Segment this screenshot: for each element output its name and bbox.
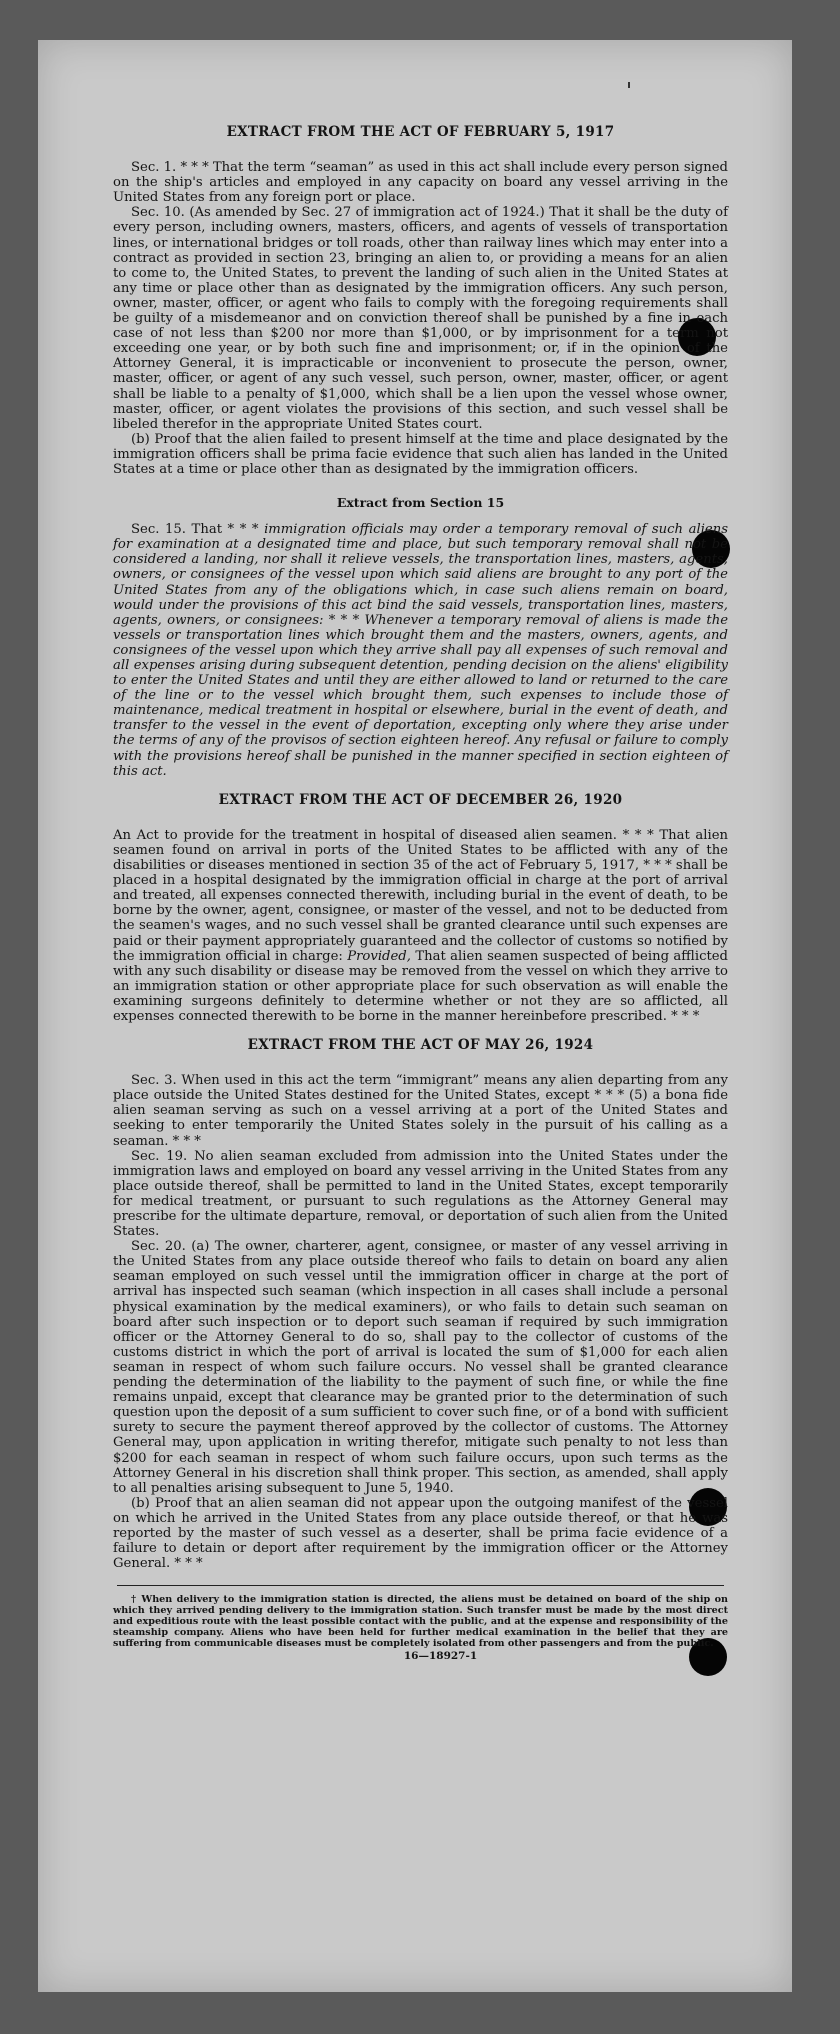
section-15 [113,522,728,779]
section-20-b: (b) Proof that an alien seaman did not appear upon the outgoing manifest of the vessel on which he arrived in the United States from any place outside thereof, or that he was reported by the master of such vessel as a deserter, shall be prima facie evidence of a failure to detain or deport after requirement by the immigration officer or the Attorney General. * * * [113,1495,728,1572]
act-1920-provided: Provided, [347,948,411,964]
footnote-divider [117,1585,724,1586]
section-10-b: (b) Proof that the alien failed to present himself at the time and place designated by the immigration officers shall be prima facie evidence that such alien has landed in the United States at a time or place other than as designated by the immigration officers. [113,431,728,477]
act-1920-text [113,828,728,1024]
section-19: Sec. 19. No alien seaman excluded from admission into the United States under the immigration laws and employed on board any vessel arriving in the United States from any place outside thereof, shall be permitted to land in the United States, except temporarily for medical treatment, or pursuant to such regulations as the Attorney General may prescribe for the ultimate departure, removal, or deportation of such alien from the United States. [113,1148,728,1240]
heading-act-1920: EXTRACT FROM THE ACT OF DECEMBER 26, 1920 [218,791,623,808]
act-1920-text-a: An Act to provide for the treatment in hospital of diseased alien seamen. * * * That alien seamen found on arrival in ports of the United States to be afflicted with any of the disabilities or diseases mentioned in section 35 of the act of February 5, 1917, * * * shall be placed in a hospital designated by the immigration official in charge at the port of arrival and treated, all expenses connected therewith, including burial in the event of death, to be borne by the owner, agent, consignee, or master of the vessel, and not to be deducted from the seamen's wages, and no such vessel shall be granted clearance until such expenses are paid or their payment appropriately guaranteed and the collector of customs so notified by the immigration official in charge: [113,827,728,964]
section-10: Sec. 10. (As amended by Sec. 27 of immigration act of 1924.) That it shall be the duty of every person, including owners, masters, officers, and agents of vessels of transportation lines, or international bridges or toll roads, other than railway lines which may enter into a contract as provided in section 23, bringing an alien to, or providing a means for an alien to come to, the United States, to prevent the landing of such alien in the United States at any time or place other than as designated by the immigration officers. Any such person, owner, master, officer, or agent who fails to comply with the foregoing requirements shall be guilty of a misdemeanor and on conviction thereof shall be punished by a fine in each case of not less than $200 nor more than $1,000, or by imprisonment for a term not exceeding one year, or by both such fine and imprisonment; or, if in the opinion of the Attorney General, it is impracticable or inconvenient to prosecute the person, owner, master, officer, or agent of any such vessel, such person, owner, master, officer, or agent shall be liable to a penalty of $1,000, which shall be a lien upon the vessel whose owner, master, officer, or agent violates the provisions of this section, and such vessel shall be libeled therefor in the appropriate United States court. [113,205,728,432]
section-15-lead: Sec. 15. That * * * [131,522,265,538]
heading-act-1924: EXTRACT FROM THE ACT OF MAY 26, 1924 [247,1037,594,1054]
section-15-text: immigration officials may order a temporary removal of such aliens for examination at a designated time and place, but such temporary removal shall not be considered a landing, nor shall it relieve vessels, the transportation lines, masters, agents, owners, or consignees of the vessel upon which said aliens are brought to any port of the United States from any of the obligations which, in case such aliens remain on board, would under the provisions of this act bind the said vessels, transportation lines, masters, agents, owners, or consignees: * * * Whenever a temporary removal of aliens is made the vessels or transportation lines which brought them and the masters, owners, agents, and consignees of the vessel upon which they arrive shall pay all expenses of such removal and all expenses arising during subsequent detention, pending decision on the aliens' eligibility to enter the United States and until they are either allowed to land or returned to the care of the line or to the vessel which brought them, such expenses to include those of maintenance, medical treatment in hospital or elsewhere, burial in the event of death, and transfer to the vessel in the event of deportation, excepting only where they arise under the terms of any of the provisos of section eighteen hereof. Any refusal or failure to comply with the provisions hereof shall be punished in the manner specified in section eighteen of this act. [113,522,728,779]
document-page [38,40,792,1992]
act-1920-text-b: That alien seamen suspected of being afflicted with any such disability or disease may be removed from the vessel on which they arrive to an immigration station or other appropriate place for such observation as will enable the examining surgeons definitely to determine whether or not they are so afflicted, all expenses connected therewith to be borne in the manner hereinbefore prescribed. * * * [113,948,729,1024]
section-1: Sec. 1. * * * That the term “seaman” as used in this act shall include every person signed on the ship's articles and employed in any capacity on board any vessel arriving in the United States from any foreign port or place. [113,160,728,206]
document-body [113,85,728,1664]
section-3: Sec. 3. When used in this act the term “immigrant” means any alien departing from any place outside the United States destined for the United States, except * * * (5) a bona fide alien seaman serving as such on a vessel arriving at a port of the United States and seeking to enter temporarily the United States solely in the pursuit of his calling as a seaman. * * * [113,1073,728,1149]
footnote: † When delivery to the immigration station is directed, the aliens must be detained on board of the ship on which they arrived pending delivery to the immigration station. Such transfer must be made by the most direct and expeditious route with the least possible contact with the public, and at the expense and responsibility of the steamship company. Aliens who have been held for further medical examination in the belief that they are suffering from communicable diseases must be completely isolated from other passengers and from the public. [113,1594,728,1650]
form-number: 16—18927-1 [403,1650,478,1663]
heading-act-1917: EXTRACT FROM THE ACT OF FEBRUARY 5, 1917 [226,124,615,140]
heading-section-15: Extract from Section 15 [336,495,505,511]
section-20-a: Sec. 20. (a) The owner, charterer, agent, consignee, or master of any vessel arriving in the United States from any place outside thereof who fails to detain on board any alien seaman employed on such vessel until the immigration officer in charge at the port of arrival has inspected such seaman (which inspection in all cases shall include a personal physical examination by the medical examiners), or who fails to detain such seaman on board after such inspection or to deport such seaman if required by such immigration officer or the Attorney General to do so, shall pay to the collector of customs of the customs district in which the port of arrival is located the sum of $1,000 for each alien seaman in respect of whom such failure occurs. No vessel shall be granted clearance pending the determination of the liability to the payment of such fine, or while the fine remains unpaid, except that clearance may be granted prior to the determination of such question upon the deposit of a sum sufficient to cover such fine, or of a bond with sufficient surety to secure the payment thereof approved by the collector of customs. The Attorney General may, upon application in writing therefor, mitigate such penalty to not less than $200 for each seaman in respect of whom such failure occurs, upon such terms as the Attorney General in his discretion shall think proper. This section, as amended, shall apply to all penalties arising subsequent to June 5, 1940. [113,1239,728,1496]
